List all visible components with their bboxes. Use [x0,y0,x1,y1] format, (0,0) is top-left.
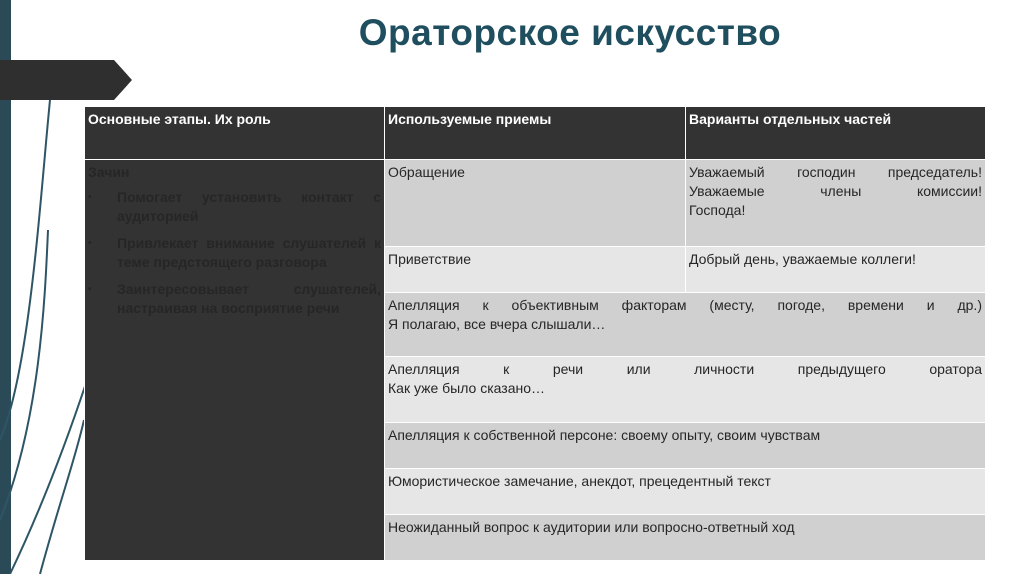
technique-span-cell: Неожиданный вопрос к аудитории или вопросно-ответный ход [385,515,986,561]
stage-title: Зачин [88,164,130,180]
slide-title: Ораторское искусство [358,12,782,53]
content-table [84,106,986,561]
technique-cell: Обращение [385,160,686,247]
variant-line: Господа! [689,202,746,218]
variant-cell [686,160,986,247]
header-stages: Основные этапы. Их роль [85,107,385,160]
variant-cell: Добрый день, уважаемые коллеги! [686,247,986,293]
table-row [85,160,986,247]
header-techniques: Используемые приемы [385,107,686,160]
variant-line: Уважаемые члены комиссии! [689,183,982,199]
stage-cell [85,160,385,561]
technique-line: Апелляция к объективным факторам (месту, погоде, времени и др.) [388,297,982,313]
stage-bullet: • Помогает установить контакт с аудиторией [88,188,381,226]
variant-line: Уважаемый господин председатель! [689,164,982,180]
curve-4 [40,420,84,574]
technique-span-cell [385,293,986,357]
stage-bullets [88,188,381,318]
technique-span-cell [385,357,986,423]
technique-span-cell: Юмористическое замечание, анекдот, прецедентный текст [385,469,986,515]
table-header-row [85,107,986,160]
technique-example: Я полагаю, все вчера слышали… [388,316,606,332]
technique-cell: Приветствие [385,247,686,293]
stage-bullet: • Привлекает внимание слушателей к теме предстоящего разговора [88,234,381,272]
accent-arrow-bar [0,60,132,100]
technique-example: Как уже было сказано… [388,380,546,396]
stage-bullet: • Заинтересовывает слушателей, настраивая на восприятие речи [88,280,381,318]
header-variants: Варианты отдельных частей [686,107,986,160]
technique-line: Апелляция к речи или личности предыдущего оратора [388,361,982,377]
technique-span-cell: Апелляция к собственной персоне: своему опыту, своим чувствам [385,423,986,469]
